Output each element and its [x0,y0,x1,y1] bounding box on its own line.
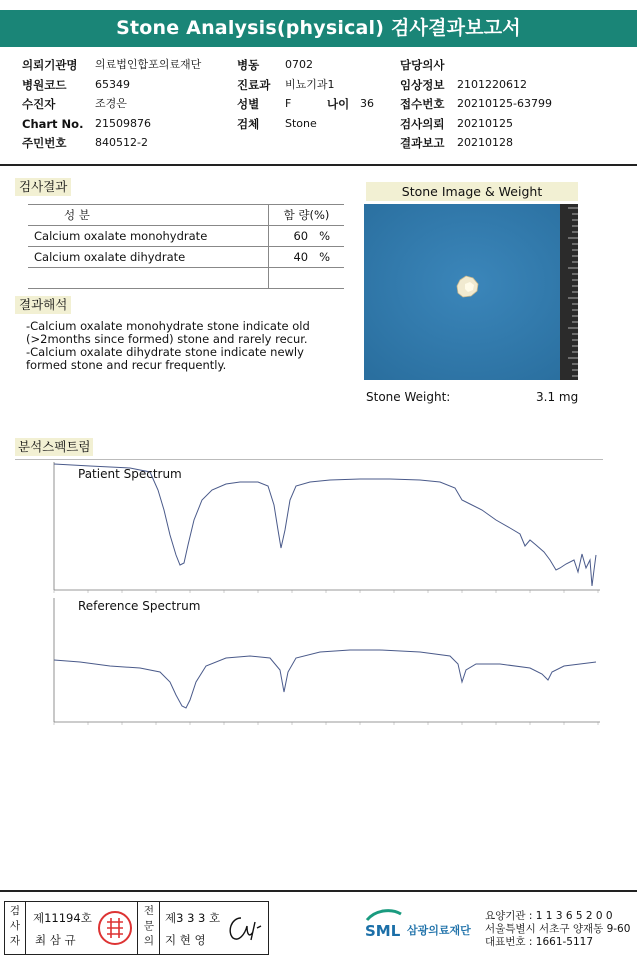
examiner-license: 제11194호 [33,911,92,925]
spectrum-title: 분석스펙트럼 [15,438,93,456]
report-value: 20210128 [457,136,513,149]
examinee-label: 수진자 [22,97,56,111]
ward-value: 0702 [285,58,313,71]
component-name: Calcium oxalate monohydrate [28,226,269,247]
institution-value: 의료법인합포의료재단 [95,58,202,71]
interpretation-line: formed stone and recur frequently. [26,358,227,372]
dept-value: 비뇨기과1 [285,78,335,91]
request-label: 검사의뢰 [400,117,445,131]
content-header: 함 량(%) [269,205,344,226]
receipt-value: 20210125-63799 [457,97,552,110]
clinical-label: 임상정보 [400,78,445,92]
report-title: Stone Analysis(physical) 검사결과보고서 [0,10,637,47]
receipt-label: 접수번호 [400,97,445,111]
chart-value: 21509876 [95,117,151,130]
request-value: 20210125 [457,117,513,130]
resident-label: 주민번호 [22,136,67,150]
hospital-code-label: 병원코드 [22,78,67,92]
examiner-role: 검 사 자 [9,905,21,947]
report-label: 결과보고 [400,136,445,150]
table-row [28,226,344,247]
resident-value: 840512-2 [95,136,148,149]
confirm-license: 제3 3 3 호 [165,911,221,925]
confirm-name: 지 현 영 [165,933,206,947]
footer-divider [0,890,637,892]
chart-label: Chart No. [22,117,84,131]
sex-value: F [285,97,292,110]
dept-label: 진료과 [237,78,271,92]
svg-text:삼광의료재단: 삼광의료재단 [407,924,471,937]
doctor-label: 담당의사 [400,58,445,72]
results-table [28,204,344,289]
spectrum-plots [30,460,605,730]
table-row [28,247,344,268]
component-header: 성 분 [28,205,269,226]
age-label: 나이 [327,97,350,111]
specimen-value: Stone [285,117,317,130]
examinee-value: 조경은 [95,97,127,110]
stone-photo [364,204,578,380]
org-phone: 대표번호 : 1661-5117 [485,936,594,948]
institution-label: 의뢰기관명 [22,58,78,72]
stone-image-title: Stone Image & Weight [366,182,578,201]
hospital-code-value: 65349 [95,78,130,91]
interpretation-text [26,320,356,372]
specimen-label: 검체 [237,117,260,131]
seal-stamp-icon [97,910,133,946]
svg-text:SML: SML [365,922,401,940]
signature-box [4,901,269,955]
examiner-name: 최 삼 규 [35,933,76,947]
handwritten-signature [223,912,263,944]
component-name: Calcium oxalate dihydrate [28,247,269,268]
sex-label: 성별 [237,97,260,111]
results-title: 검사결과 [15,178,71,196]
org-address: 서울특별시 서초구 양재동 9-60 [485,923,631,935]
confirm-role: 전 문 의 [143,905,155,947]
org-logo [363,906,483,946]
interpretation-line: -Calcium oxalate dihydrate stone indicate newly [26,345,304,359]
interpretation-line: (>2months since formed) stone and rarely recur. [26,332,308,346]
component-value: 60 % [269,226,344,247]
results-header-row [28,205,344,226]
age-value: 36 [360,97,374,110]
table-row-empty [28,268,344,289]
interpretation-line: -Calcium oxalate monohydrate stone indicate old [26,319,310,333]
ward-label: 병동 [237,58,260,72]
reference-spectrum-label: Reference Spectrum [78,599,201,613]
component-value: 40 % [269,247,344,268]
interpretation-title: 결과해석 [15,296,71,314]
patient-spectrum-label: Patient Spectrum [78,467,182,481]
clinical-value: 2101220612 [457,78,527,91]
org-contact [485,910,630,949]
stone-weight-value: 3.1 mg [536,390,579,404]
patient-info [0,51,637,166]
care-code: 요양기관 : 1 1 3 6 5 2 0 0 [485,910,613,922]
stone-weight-label: Stone Weight: [366,390,451,404]
